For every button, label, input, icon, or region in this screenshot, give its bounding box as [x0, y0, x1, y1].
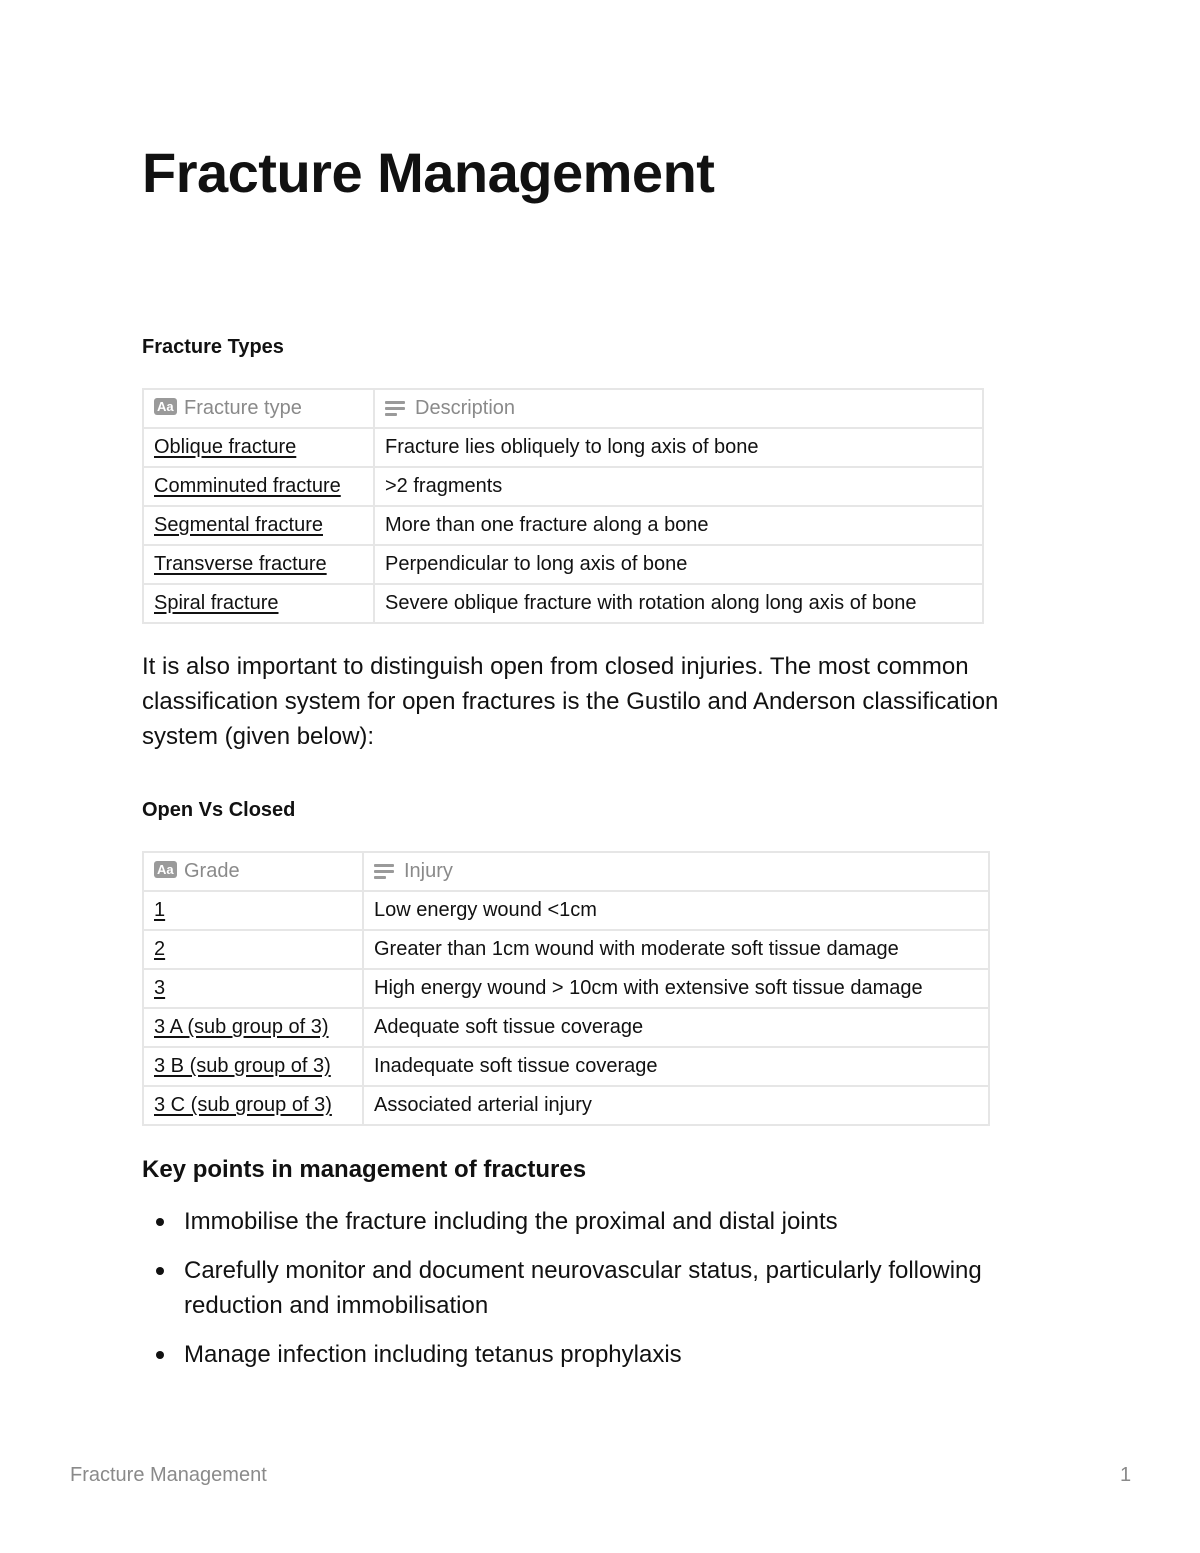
column-header-label: Description [415, 397, 516, 419]
list-item: Manage infection including tetanus prophylaxis [142, 1337, 1052, 1372]
column-header-grade[interactable] [143, 852, 363, 891]
grade-link[interactable]: 3 B (sub group of 3) [143, 1047, 363, 1086]
table-row [143, 930, 989, 969]
injury-description: Inadequate soft tissue coverage [363, 1047, 989, 1086]
grade-link[interactable]: 3 [143, 969, 363, 1008]
footer-title: Fracture Management [70, 1464, 267, 1486]
column-header-injury[interactable] [363, 852, 989, 891]
column-header-fracture-type[interactable] [143, 389, 374, 428]
key-points-list [142, 1204, 1052, 1386]
fracture-type-link[interactable]: Segmental fracture [143, 506, 374, 545]
injury-description: High energy wound > 10cm with extensive soft tissue damage [363, 969, 989, 1008]
fracture-type-link[interactable]: Transverse fracture [143, 545, 374, 584]
injury-description: Low energy wound <1cm [363, 891, 989, 930]
grade-link[interactable]: 3 A (sub group of 3) [143, 1008, 363, 1047]
table-row [143, 428, 983, 467]
open-vs-closed-table [142, 851, 990, 1126]
description-property-icon [385, 400, 407, 416]
table-row [143, 891, 989, 930]
table-row [143, 467, 983, 506]
fracture-type-link[interactable]: Oblique fracture [143, 428, 374, 467]
description-property-icon [374, 863, 396, 879]
table-row [143, 1047, 989, 1086]
table-row [143, 584, 983, 623]
grade-link[interactable]: 3 C (sub group of 3) [143, 1086, 363, 1125]
fracture-description: Perpendicular to long axis of bone [374, 545, 983, 584]
table-row [143, 969, 989, 1008]
column-header-description[interactable] [374, 389, 983, 428]
column-header-label: Fracture type [184, 397, 302, 419]
injury-description: Greater than 1cm wound with moderate soft tissue damage [363, 930, 989, 969]
list-item: Immobilise the fracture including the proximal and distal joints [142, 1204, 1052, 1239]
table-row [143, 1086, 989, 1125]
fracture-type-link[interactable]: Spiral fracture [143, 584, 374, 623]
fracture-description: More than one fracture along a bone [374, 506, 983, 545]
text-property-icon [154, 400, 176, 416]
fracture-types-table [142, 388, 984, 624]
fracture-description: >2 fragments [374, 467, 983, 506]
text-property-icon [154, 863, 176, 879]
grade-link[interactable]: 2 [143, 930, 363, 969]
table-header-row [143, 389, 983, 428]
column-header-label: Grade [184, 860, 240, 882]
column-header-label: Injury [404, 860, 453, 882]
fracture-description: Fracture lies obliquely to long axis of bone [374, 428, 983, 467]
page-title: Fracture Management [142, 141, 715, 204]
table-row [143, 1008, 989, 1047]
fracture-description: Severe oblique fracture with rotation along long axis of bone [374, 584, 983, 623]
injury-description: Adequate soft tissue coverage [363, 1008, 989, 1047]
table-row [143, 545, 983, 584]
open-vs-closed-heading: Open Vs Closed [142, 799, 296, 821]
fracture-types-heading: Fracture Types [142, 336, 284, 358]
classification-paragraph: It is also important to distinguish open from closed injuries. The most common classification system for open fractures is the Gustilo and Anderson classification system (given below): [142, 653, 999, 750]
grade-link[interactable]: 1 [143, 891, 363, 930]
fracture-type-link[interactable]: Comminuted fracture [143, 467, 374, 506]
key-points-heading: Key points in management of fractures [142, 1156, 587, 1183]
table-row [143, 506, 983, 545]
page-number: 1 [1120, 1464, 1132, 1486]
injury-description: Associated arterial injury [363, 1086, 989, 1125]
table-header-row [143, 852, 989, 891]
list-item: Carefully monitor and document neurovascular status, particularly following reduction and immobilisation [142, 1253, 1052, 1323]
